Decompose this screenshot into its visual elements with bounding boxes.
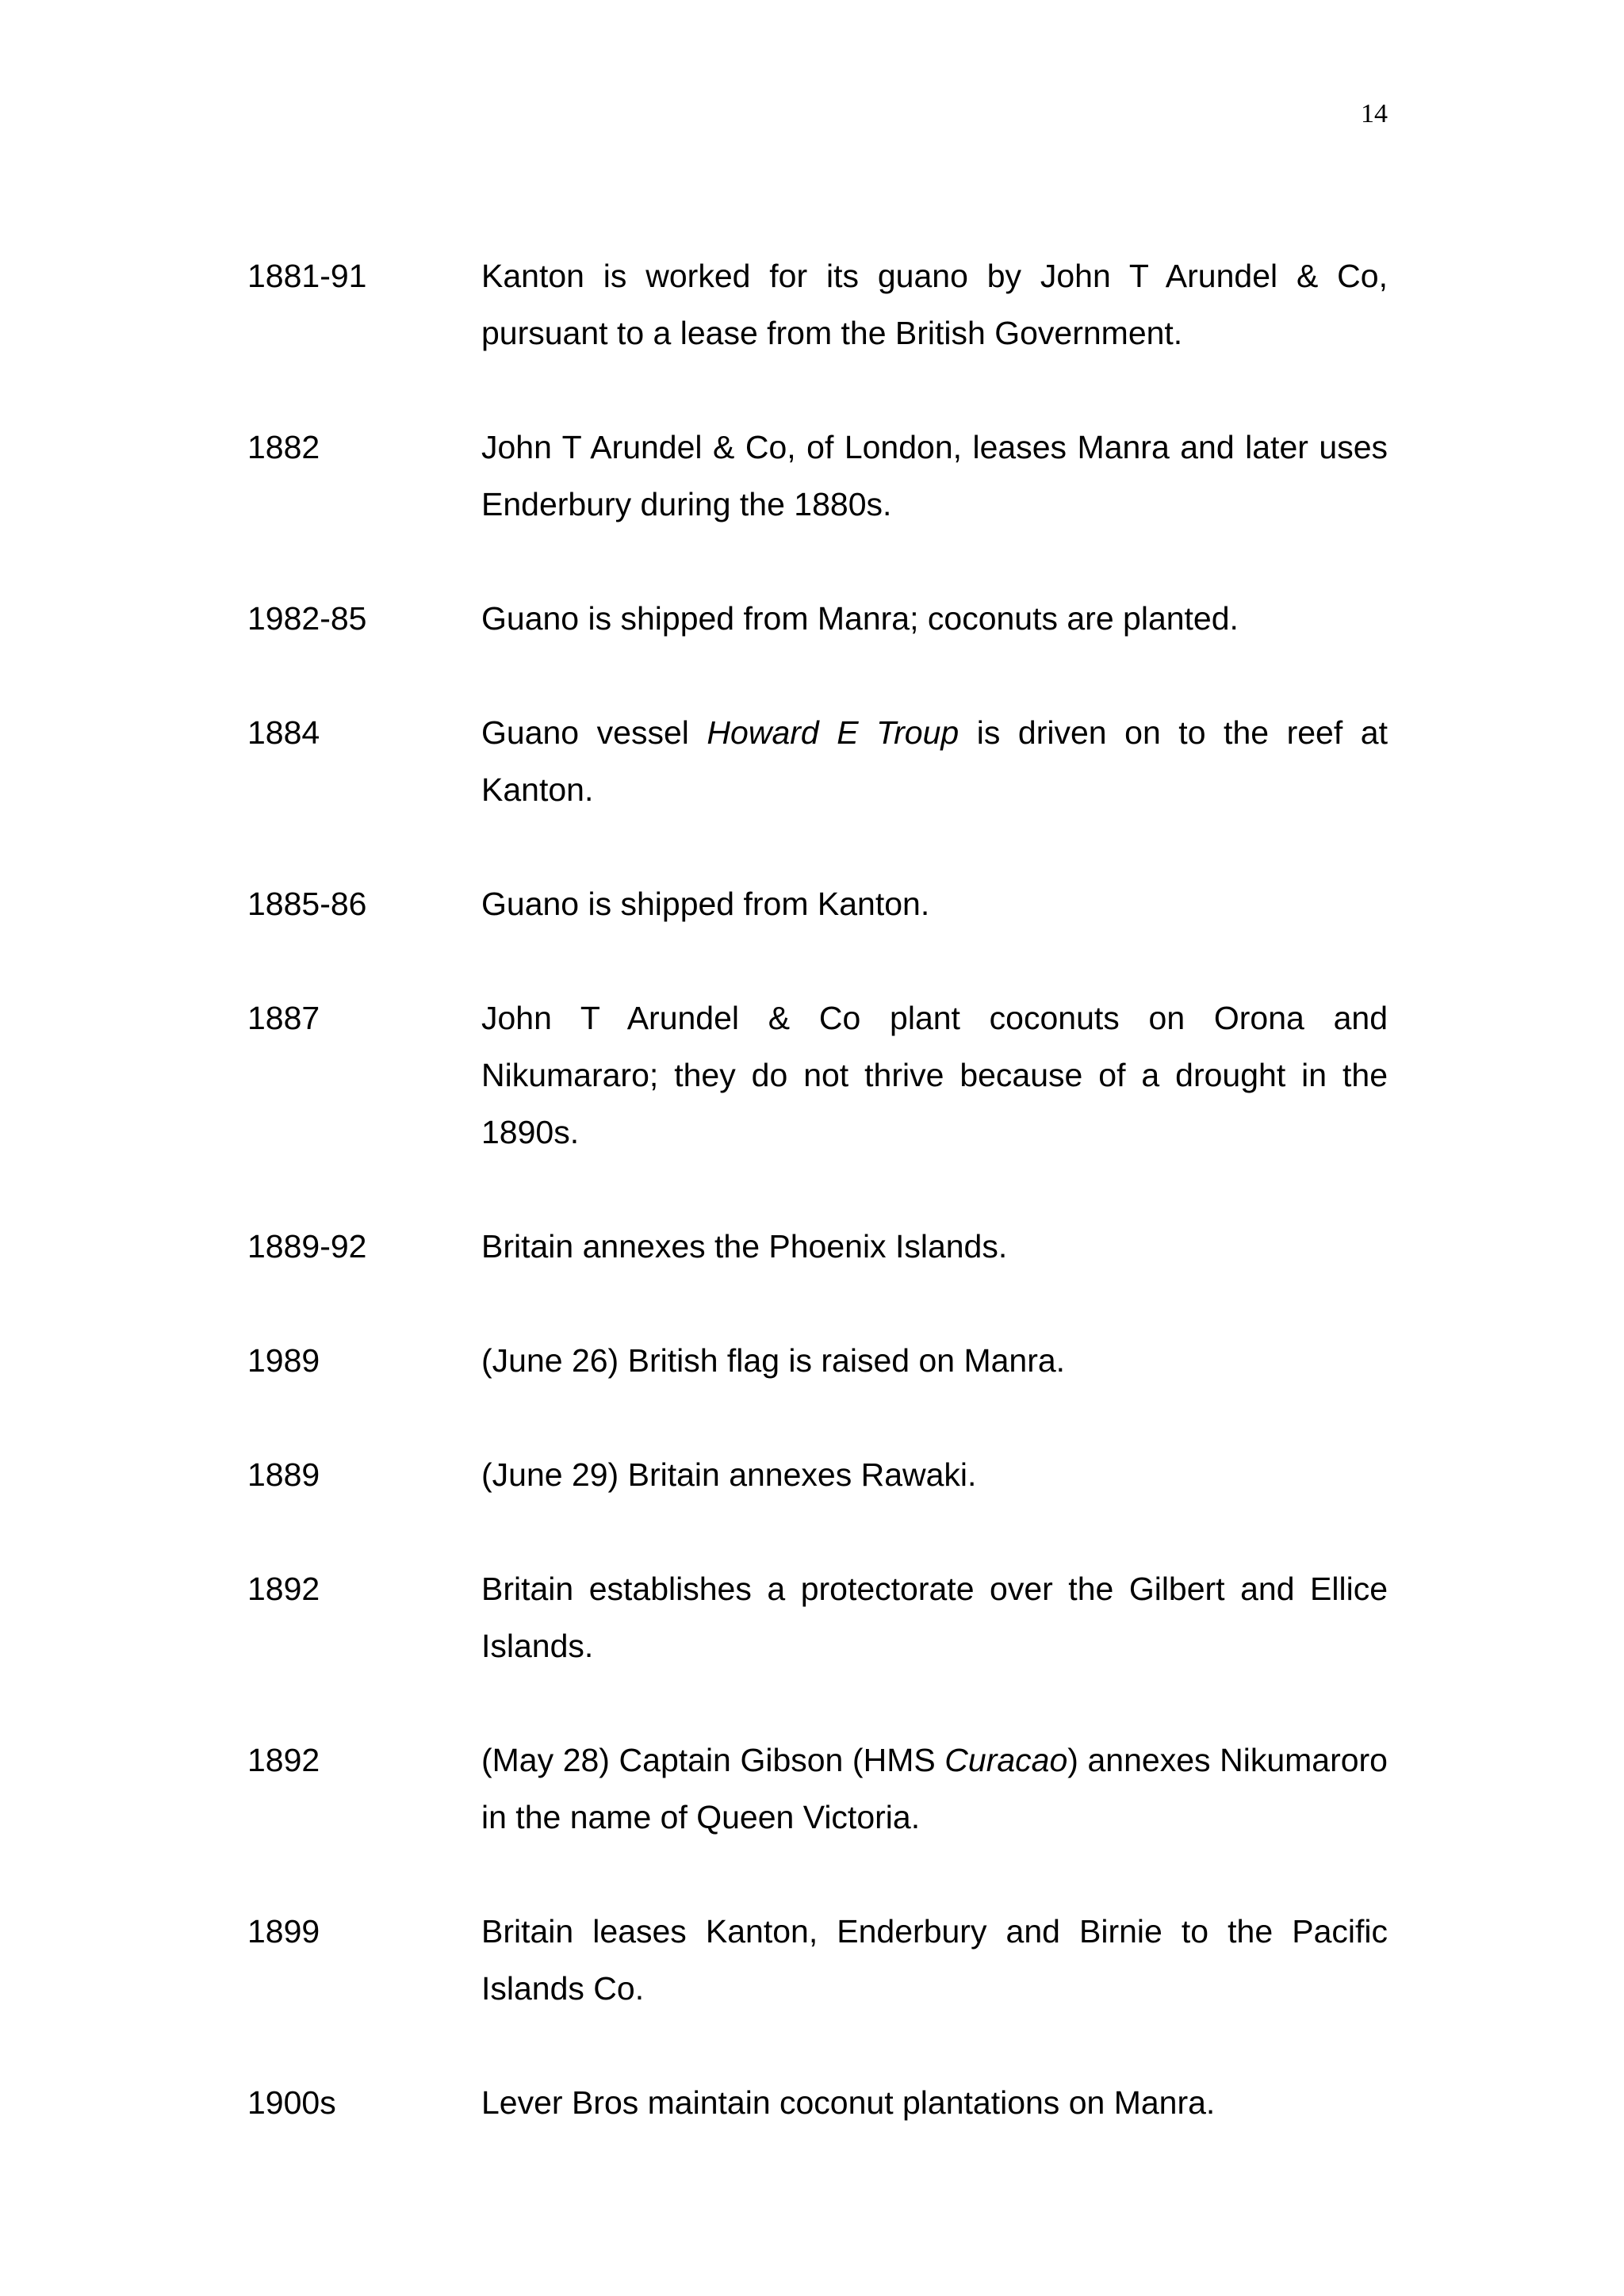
entry-text-part: Guano is shipped from Manra; coconuts are planted.	[481, 600, 1239, 637]
entry-year: 1882	[247, 429, 320, 465]
entry-text-part: Britain annexes the Phoenix Islands.	[481, 1228, 1008, 1265]
entry-text-part: (June 26) British flag is raised on Manra.	[481, 1342, 1066, 1379]
entry-text	[481, 704, 1388, 818]
entry-text	[481, 1332, 1388, 1389]
entry-text-part: Guano is shipped from Kanton.	[481, 886, 930, 922]
entry-text-part: is driven on to the reef at Kanton.	[481, 714, 1388, 808]
chronology-entry	[247, 1332, 1388, 1389]
entry-year: 1889	[247, 1456, 320, 1493]
entry-year: 1881-91	[247, 258, 367, 294]
chronology-entry	[247, 875, 1388, 932]
chronology-entry	[247, 704, 1388, 818]
entry-text-part: John T Arundel & Co, of London, leases Manra and later uses Enderbury during the 1880s.	[481, 429, 1388, 522]
entry-text	[481, 1903, 1388, 2017]
page-number: 14	[1361, 99, 1388, 128]
chronology-entry	[247, 1732, 1388, 1846]
chronology-entry	[247, 1560, 1388, 1674]
entry-text-part: John T Arundel & Co plant coconuts on Orona and Nikumararo; they do not thrive because of a drought in the 1890s.	[481, 1000, 1388, 1150]
entry-text	[481, 1218, 1388, 1275]
entry-text-part: Lever Bros maintain coconut plantations on Manra.	[481, 2084, 1216, 2121]
entry-text-part: Britain establishes a protectorate over the Gilbert and Ellice Islands.	[481, 1571, 1388, 1664]
entry-text-italic-part: Howard E Troup	[707, 714, 959, 751]
entry-text	[481, 989, 1388, 1161]
entry-text-part: (May 28) Captain Gibson (HMS	[481, 1742, 945, 1778]
entry-text	[481, 2074, 1388, 2131]
chronology-entry	[247, 1446, 1388, 1503]
entry-year: 1884	[247, 714, 320, 751]
chronology-entry	[247, 989, 1388, 1161]
chronology-entry	[247, 590, 1388, 647]
entry-year: 1887	[247, 1000, 320, 1036]
chronology-entry	[247, 247, 1388, 362]
chronology-entry	[247, 1903, 1388, 2017]
entry-text	[481, 1732, 1388, 1846]
entry-year: 1889-92	[247, 1228, 367, 1265]
entry-year: 1892	[247, 1571, 320, 1607]
entry-text	[481, 875, 1388, 932]
entry-text-part: Kanton is worked for its guano by John T Arundel & Co, pursuant to a lease from the British Government.	[481, 258, 1388, 351]
entry-text-part: ) annexes Nikumaroro in the name of Queen Victoria.	[481, 1742, 1388, 1835]
entry-text	[481, 247, 1388, 362]
entry-year: 1982-85	[247, 600, 367, 637]
entry-text-part: Britain leases Kanton, Enderbury and Birnie to the Pacific Islands Co.	[481, 1913, 1388, 2007]
entry-text-part: Guano vessel	[481, 714, 707, 751]
entry-year: 1900s	[247, 2084, 336, 2121]
entry-year: 1892	[247, 1742, 320, 1778]
entry-text	[481, 419, 1388, 533]
entry-year: 1899	[247, 1913, 320, 1950]
chronology-entry	[247, 1218, 1388, 1275]
chronology-entry	[247, 2074, 1388, 2131]
entry-year: 1989	[247, 1342, 320, 1379]
entry-text-italic-part: Curacao	[944, 1742, 1068, 1778]
chronology-entry	[247, 419, 1388, 533]
entry-text	[481, 1446, 1388, 1503]
chronology-list	[247, 247, 1388, 2188]
entry-text	[481, 590, 1388, 647]
entry-text	[481, 1560, 1388, 1674]
entry-year: 1885-86	[247, 886, 367, 922]
entry-text-part: (June 29) Britain annexes Rawaki.	[481, 1456, 977, 1493]
